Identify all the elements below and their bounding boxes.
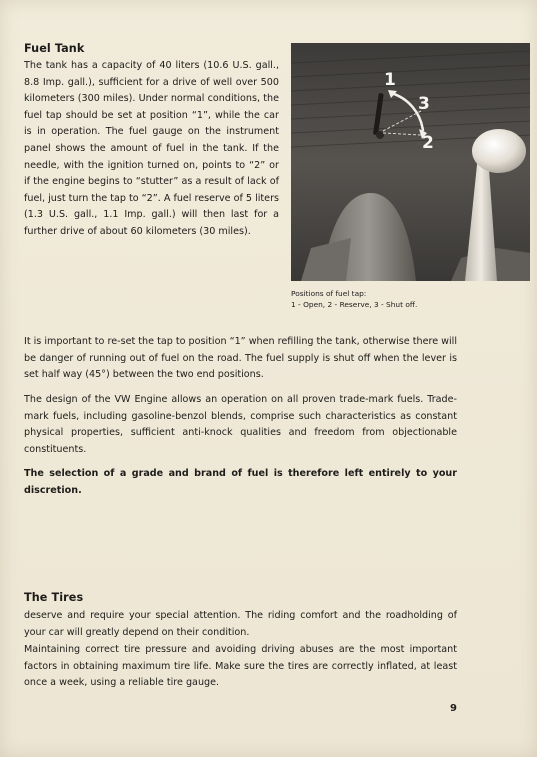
fuel-tap-photo	[291, 43, 530, 281]
photo-caption	[291, 289, 530, 310]
tap-label-1: 1	[384, 70, 396, 90]
tires-intro-paragraph: deserve and require your special attention. The riding comfort and the roadholding of your car will greatly depend on their condition.	[24, 610, 457, 638]
tap-label-2: 2	[422, 133, 434, 153]
fuel-tank-heading: Fuel Tank	[24, 42, 85, 55]
caption-line-1: Positions of fuel tap:	[291, 289, 367, 298]
fuel-tap-illustration	[291, 43, 530, 281]
refill-paragraph: It is important to re-set the tap to position “1” when refilling the tank, otherwise there will be danger of running out of fuel on the road. The fuel supply is shut off when the lever is set half way (45°) between the two end positions.	[24, 336, 458, 381]
selection-paragraph: The selection of a grade and brand of fuel is therefore left entirely to your discretion.	[24, 468, 457, 496]
page-number: 9	[450, 703, 457, 714]
fuels-paragraph: The design of the VW Engine allows an operation on all proven trade-mark fuels. Trade-mark fuels, including gasoline-benzol blends, comprise such characteristics as constant physical properties, sufficient anti-knock qualities and freedom from objectionable constituents.	[24, 394, 457, 455]
tires-maintenance-paragraph: Maintaining correct tire pressure and avoiding driving abuses are the most important factors in obtaining maximum tire life. Make sure the tires are correctly inflated, at least once a week, using a reliable tire gauge.	[24, 644, 457, 689]
tires-heading: The Tires	[24, 591, 84, 604]
shift-lever-knob	[472, 129, 526, 173]
fuel-tap-pivot	[376, 131, 384, 139]
tap-label-3: 3	[418, 94, 430, 114]
caption-line-2: 1 - Open, 2 - Reserve, 3 - Shut off.	[291, 299, 418, 309]
fuel-tank-paragraph: The tank has a capacity of 40 liters (10.6 U.S. gall., 8.8 Imp. gall.), sufficient for a drive of well over 500 kilometers (300 miles). Under normal conditions, the fuel tap should be set at position “1”, while the car is in operation. The fuel gauge on the instrument panel shows the amount of fuel in the tank. If the needle, with the ignition turned on, points to “2” or if the engine begins to “stutter” as a result of lack of fuel, just turn the tap to “2”. A fuel reserve of 5 liters (1.3 U.S. gall., 1.1 Imp. gall.) will then last for a further drive of about 60 kilometers (30 miles).	[24, 60, 280, 237]
